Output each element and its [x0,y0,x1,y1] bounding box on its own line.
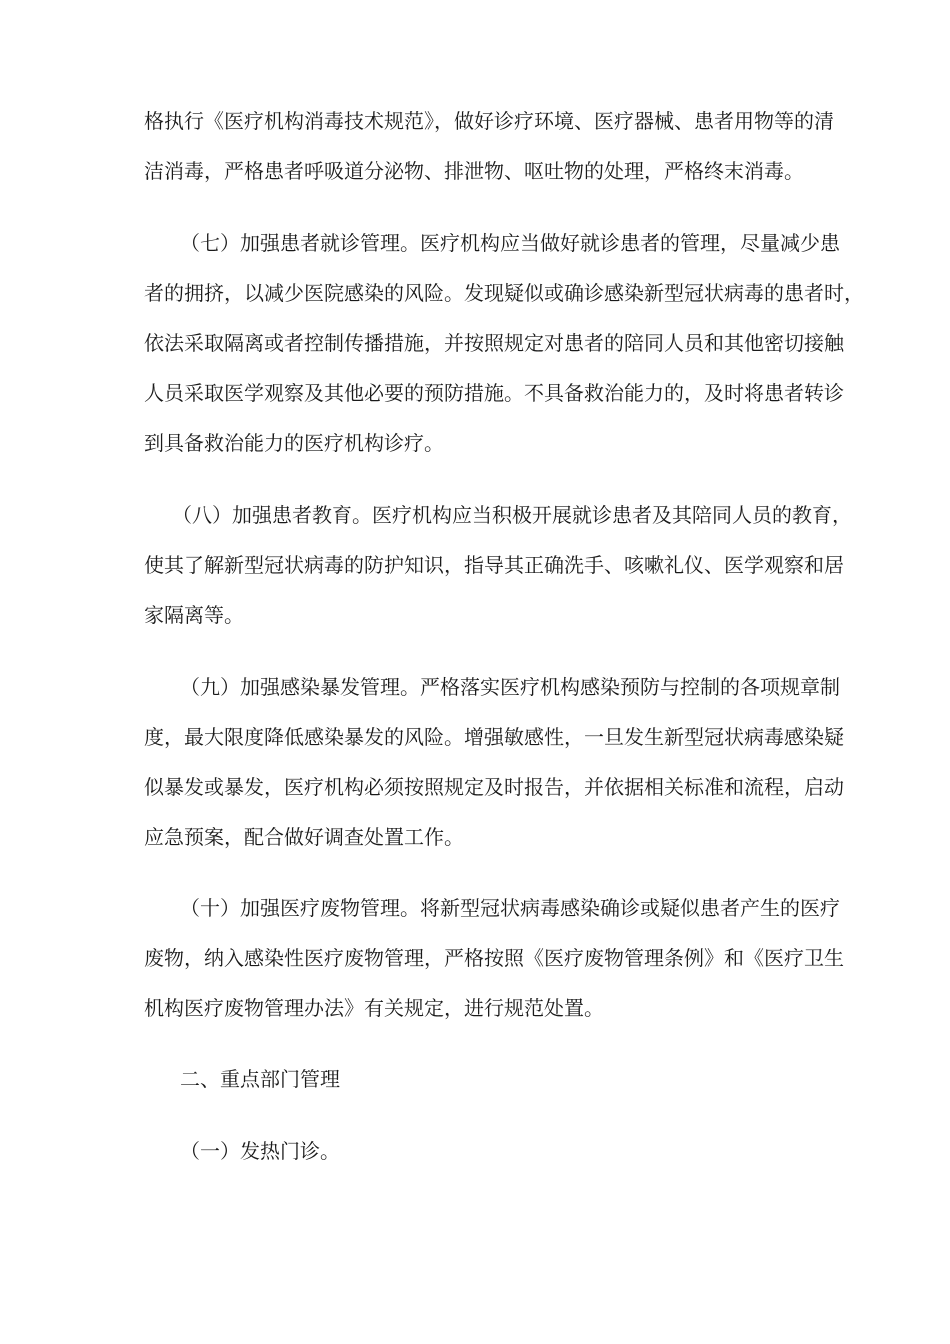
text-line: （十）加强医疗废物管理。将新型冠状病毒感染确诊或疑似患者产生的医疗 [180,896,840,920]
paragraph-eight [144,490,852,640]
text-line: 格执行《医疗机构消毒技术规范》，做好诊疗环境、医疗器械、患者用物等的清 [144,109,834,133]
text-line: 机构医疗废物管理办法》有关规定，进行规范处置。 [144,996,604,1020]
paragraph-nine [144,662,844,862]
text-line: （九）加强感染暴发管理。严格落实医疗机构感染预防与控制的各项规章制 [180,675,840,699]
paragraph-disinfection [144,96,834,196]
section-heading-text: 二、重点部门管理 [180,1067,340,1091]
text-line: 应急预案，配合做好调查处置工作。 [144,825,464,849]
text-line: 使其了解新型冠状病毒的防护知识，指导其正确洗手、咳嗽礼仪、医学观察和居 [144,553,844,577]
text-line: 人员采取医学观察及其他必要的预防措施。不具备救治能力的，及时将患者转诊 [144,381,844,405]
text-line: 到具备救治能力的医疗机构诊疗。 [144,431,444,455]
section-heading [144,1054,824,1104]
text-line: 依法采取隔离或者控制传播措施，并按照规定对患者的陪同人员和其他密切接触 [144,331,844,355]
text-line: 度，最大限度降低感染暴发的风险。增强敏感性，一旦发生新型冠状病毒感染疑 [144,725,844,749]
text-line: 似暴发或暴发，医疗机构必须按照规定及时报告，并依据相关标准和流程，启动 [144,775,844,799]
text-line: 家隔离等。 [144,603,244,627]
paragraph-seven [144,218,864,468]
sub-heading-text: （一）发热门诊。 [180,1139,340,1163]
text-line: 废物，纳入感染性医疗废物管理，严格按照《医疗废物管理条例》和《医疗卫生 [144,946,844,970]
sub-heading [144,1126,824,1176]
text-line: （七）加强患者就诊管理。医疗机构应当做好就诊患者的管理，尽量减少患 [180,231,840,255]
paragraph-ten [144,883,844,1033]
text-line: 者的拥挤，以减少医院感染的风险。发现疑似或确诊感染新型冠状病毒的患者时， [144,281,864,305]
text-line: （八）加强患者教育。医疗机构应当积极开展就诊患者及其陪同人员的教育， [172,503,852,527]
text-line: 洁消毒，严格患者呼吸道分泌物、排泄物、呕吐物的处理，严格终末消毒。 [144,159,804,183]
